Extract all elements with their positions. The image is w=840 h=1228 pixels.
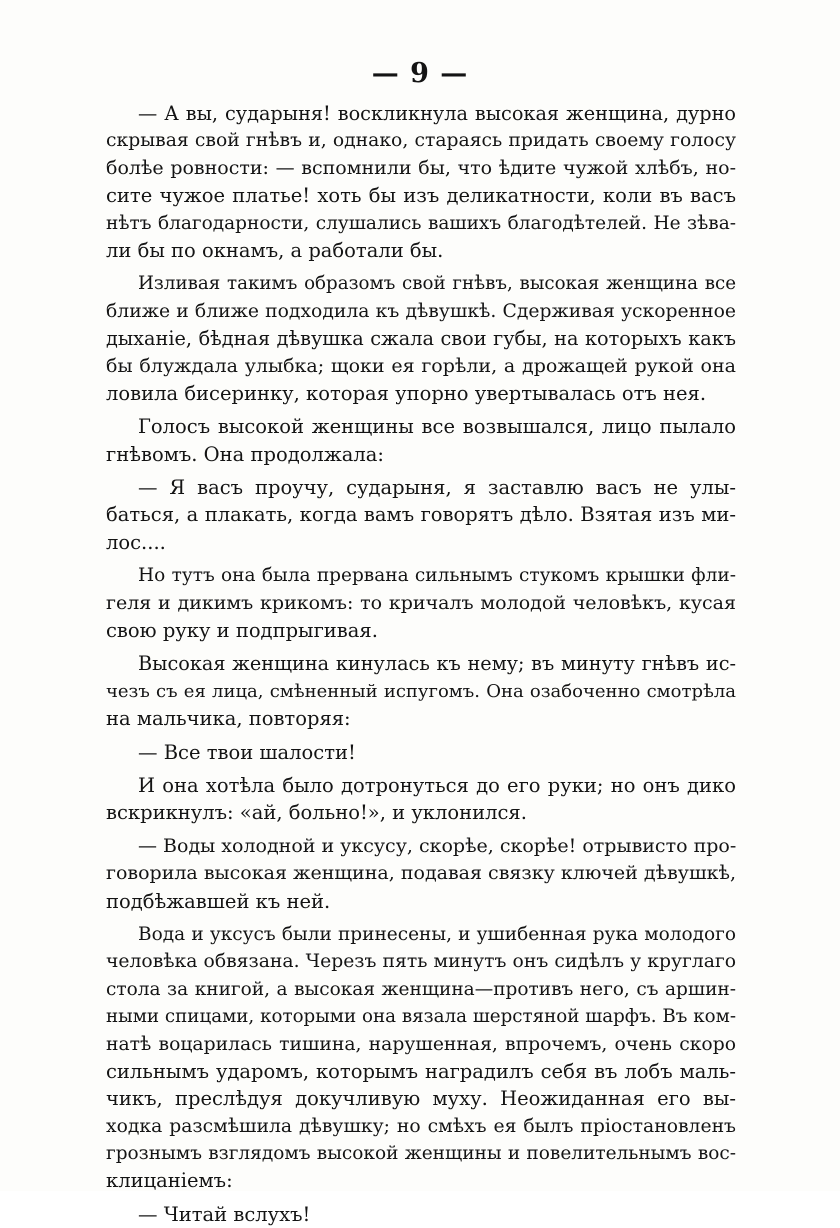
text-line: — Я васъ проучу, сударыня, я заставлю васъ не улы- (138, 476, 736, 500)
text-line: ными спицами, которыми она вязала шерстяной шарфъ. Въ ком- (106, 1006, 736, 1028)
text-line: Но тутъ она была прервана сильнымъ стукомъ крышки фли- (138, 565, 736, 587)
text-line: лос.... (106, 530, 166, 554)
text-line: натѣ воцарилась тишина, нарушенная, впрочемъ, очень скоро (106, 1033, 736, 1055)
text-line: нѣтъ благодарности, слушались вашихъ благодѣтелей. Не зѣва- (106, 212, 736, 234)
page-number: — 9 — (371, 58, 469, 89)
text-line: — Воды холодной и уксусу, скорѣе, скорѣе! отрывисто про- (138, 834, 736, 857)
text-line: — А вы, сударыня! воскликнула высокая женщина, дурно (138, 102, 736, 125)
text-line: вскрикнулъ: «ай, больно!», и уклонился. (106, 801, 527, 825)
body-text (106, 100, 736, 1228)
text-line: — Все твои шалости! (138, 740, 356, 764)
text-line: ближе и ближе подходила къ дѣвушкѣ. Сдерживая ускоренное (106, 300, 736, 322)
text-line: Вода и уксусъ были принесены, и ушибенная рука молодого (138, 923, 736, 945)
text-line: стола за книгой, а высокая женщина—противъ него, съ аршин- (106, 978, 736, 1000)
text-line: болѣе ровности: — вспомнили бы, что ѣдите чужой хлѣбъ, но- (106, 156, 736, 179)
text-line: на мальчика, повторяя: (106, 707, 351, 731)
text-line: ловила бисеринку, которая упорно увертывалась отъ нея. (106, 381, 707, 405)
text-line: чикъ, преслѣдуя докучливую муху. Неожиданная его вы- (106, 1087, 736, 1111)
text-line: дыханіе, бѣдная дѣвушка сжала свои губы, на которыхъ какъ (106, 327, 736, 351)
text-line: говорила высокая женщина, подавая связку ключей дѣвушкѣ, (106, 862, 736, 885)
text-line: сильнымъ ударомъ, которымъ наградилъ себя въ лобъ маль- (106, 1059, 736, 1083)
text-line: Высокая женщина кинулась къ нему; въ минуту гнѣвъ ис- (138, 652, 736, 676)
text-line: И она хотѣла было дотронуться до его руки; но онъ дико (138, 773, 736, 797)
text-line: баться, а плакать, когда вамъ говорятъ дѣло. Взятая изъ ми- (106, 503, 736, 527)
text-line: свою руку и подпрыгивая. (106, 619, 378, 643)
text-line: ходка разсмѣшила дѣвушку; но смѣхъ ея былъ пріостановленъ (106, 1115, 736, 1137)
text-line: гнѣвомъ. Она продолжала: (106, 442, 384, 466)
text-line: — Читай вслухъ! (138, 1202, 311, 1226)
text-line: скрывая свой гнѣвъ и, однако, стараясь придать своему голосу (106, 130, 736, 152)
text-line: чезъ съ ея лица, смѣненный испугомъ. Она озабоченно смотрѣла (106, 680, 736, 702)
text-line: сите чужое платье! хоть бы изъ деликатности, коли въ васъ (106, 184, 736, 208)
text-line: бы блуждала улыбка; щоки ея горѣли, а дрожащей рукой она (106, 354, 736, 377)
text-line: Голосъ высокой женщины все возвышался, лицо пылало (138, 415, 736, 439)
text-line: геля и дикимъ крикомъ: то кричалъ молодой человѣкъ, кусая (106, 591, 736, 614)
text-line: клицаніемъ: (106, 1169, 233, 1193)
text-line: грознымъ взглядомъ высокой женщины и повелительнымъ вос- (106, 1143, 736, 1165)
text-line: Изливая такимъ образомъ свой гнѣвъ, высокая женщина все (138, 273, 736, 295)
text-line: ли бы по окнамъ, а работали бы. (106, 238, 444, 262)
text-line: подбѣжавшей къ ней. (106, 889, 331, 913)
text-line: человѣка обвязана. Черезъ пять минутъ онъ сидѣлъ у круглаго (106, 951, 736, 973)
